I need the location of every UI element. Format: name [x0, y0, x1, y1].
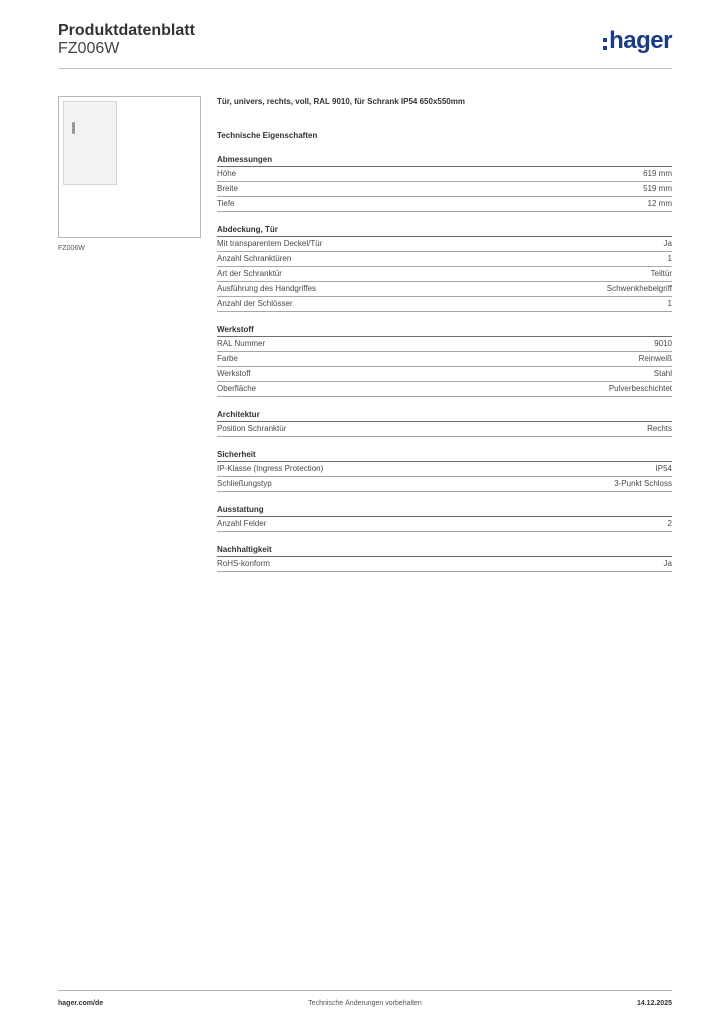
section-architecture: [217, 409, 672, 437]
spec-label: Schließungstyp: [217, 479, 272, 488]
spec-label: Anzahl Felder: [217, 519, 267, 528]
spec-value: 1: [667, 299, 672, 308]
spec-label: Anzahl der Schlösser: [217, 299, 293, 308]
spec-row: [217, 282, 672, 297]
product-image: [58, 96, 201, 238]
spec-row: [217, 517, 672, 532]
hager-logo: [603, 26, 672, 56]
section-title: Architektur: [217, 409, 672, 422]
spec-value: Pulverbeschichtet: [608, 384, 672, 393]
spec-row: [217, 557, 672, 572]
spec-value: Ja: [663, 559, 672, 568]
spec-value: 9010: [654, 339, 672, 348]
section-title: Werkstoff: [217, 324, 672, 337]
spec-value: 519 mm: [643, 184, 672, 193]
spec-value: Teiltür: [650, 269, 672, 278]
spec-content: [217, 96, 672, 572]
door-handle-icon: [72, 122, 75, 134]
section-safety: [217, 449, 672, 492]
section-dimensions: [217, 154, 672, 212]
spec-row: [217, 297, 672, 312]
spec-label: IP-Klasse (Ingress Protection): [217, 464, 324, 473]
footer-date: 14.12.2025: [636, 1000, 672, 1007]
spec-value: 12 mm: [647, 199, 672, 208]
spec-row: [217, 237, 672, 252]
spec-value: 2: [667, 519, 672, 528]
spec-label: Mit transparentem Deckel/Tür: [217, 239, 323, 248]
spec-row: [217, 267, 672, 282]
spec-row: [217, 352, 672, 367]
document-title: Produktdatenblatt: [58, 22, 195, 39]
spec-value: Schwenkhebelgriff: [606, 284, 672, 293]
spec-value: Reinweiß: [638, 354, 672, 363]
spec-label: RAL Nummer: [217, 339, 266, 348]
spec-row: [217, 382, 672, 397]
logo-text: hager: [609, 27, 672, 54]
spec-label: Breite: [217, 184, 238, 193]
spec-label: Tiefe: [217, 199, 235, 208]
spec-row: [217, 167, 672, 182]
spec-row: [217, 462, 672, 477]
spec-label: RoHS-konform: [217, 559, 270, 568]
image-caption: FZ006W: [58, 245, 85, 252]
spec-label: Farbe: [217, 354, 238, 363]
footer-disclaimer: Technische Änderungen vorbehalten: [308, 1000, 422, 1007]
section-title: Abdeckung, Tür: [217, 224, 672, 237]
spec-value: 619 mm: [643, 169, 672, 178]
spec-value: Stahl: [653, 369, 672, 378]
spec-label: Oberfläche: [217, 384, 257, 393]
page-header: [58, 18, 672, 69]
product-code: FZ006W: [58, 40, 120, 57]
spec-value: 3-Punkt Schloss: [614, 479, 672, 488]
spec-row: [217, 182, 672, 197]
spec-row: [217, 337, 672, 352]
spec-label: Höhe: [217, 169, 237, 178]
section-equipment: [217, 504, 672, 532]
spec-value: Ja: [663, 239, 672, 248]
spec-row: [217, 422, 672, 437]
page-footer: [58, 990, 672, 1015]
spec-value: 1: [667, 254, 672, 263]
spec-value: Rechts: [647, 424, 672, 433]
spec-row: [217, 197, 672, 212]
section-title: Nachhaltigkeit: [217, 544, 672, 557]
section-material: [217, 324, 672, 397]
spec-label: Anzahl Schranktüren: [217, 254, 292, 263]
spec-label: Werkstoff: [217, 369, 251, 378]
spec-label: Art der Schranktür: [217, 269, 282, 278]
spec-label: Ausführung des Handgriffes: [217, 284, 317, 293]
product-description: Tür, univers, rechts, voll, RAL 9010, für Schrank IP54 650x550mm: [217, 97, 465, 106]
section-title: Abmessungen: [217, 154, 672, 167]
spec-label: Position Schranktür: [217, 424, 287, 433]
spec-row: [217, 367, 672, 382]
footer-website-link[interactable]: hager.com/de: [58, 1000, 104, 1007]
technical-properties-title: Technische Eigenschaften: [217, 131, 318, 140]
section-sustainability: [217, 544, 672, 572]
section-cover-door: [217, 224, 672, 312]
spec-value: IP54: [655, 464, 672, 473]
section-title: Ausstattung: [217, 504, 672, 517]
door-panel-icon: [63, 101, 117, 185]
section-title: Sicherheit: [217, 449, 672, 462]
spec-row: [217, 252, 672, 267]
logo-dots-icon: [603, 38, 607, 50]
spec-row: [217, 477, 672, 492]
